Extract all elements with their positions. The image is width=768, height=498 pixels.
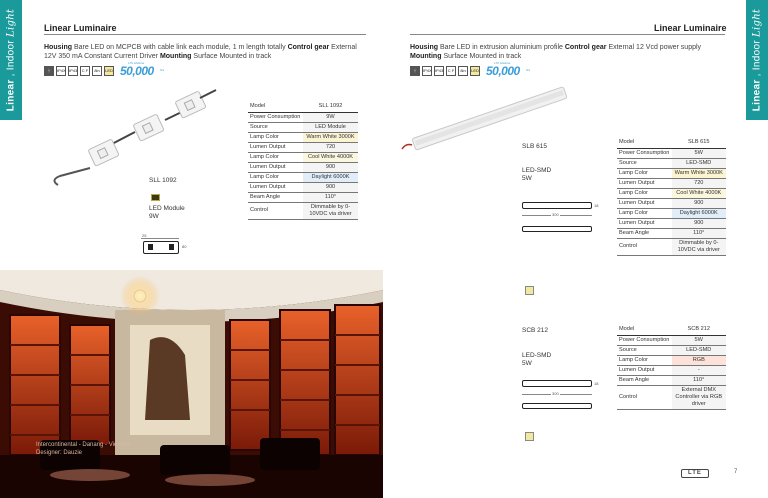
spec-key: Lumen Output [617, 198, 672, 208]
spec-row [617, 238, 726, 255]
cert-icon: C F [80, 66, 90, 76]
slb-drawing-top [522, 202, 592, 209]
spec-row [617, 228, 726, 238]
spec-key: Beam Angle [617, 375, 672, 385]
spec-row [617, 198, 726, 208]
dimension-label: 300 [552, 391, 559, 396]
spec-row [248, 162, 358, 172]
spec-key: Lamp Color [617, 168, 672, 178]
dimension-side-label: 80 [182, 244, 187, 249]
led-swatch-icon [525, 432, 534, 441]
spec-value: 720 [303, 142, 358, 152]
spec-key: Control [248, 202, 303, 219]
spec-key: Lamp Color [617, 208, 672, 218]
spec-key: Beam Angle [617, 228, 672, 238]
spec-row [617, 365, 726, 375]
module-drawing [143, 241, 179, 254]
product-desc-scb: LED-SMD 5W [522, 352, 552, 367]
spec-key: Model [617, 325, 672, 335]
divider [44, 34, 366, 35]
spec-table-scb [617, 325, 726, 410]
product-desc-left: LED Module 9W [149, 205, 185, 220]
feature-icons-left [44, 61, 166, 78]
spec-value: Dimmable by 0-10VDC via driver [672, 238, 727, 255]
led-chip-icon [151, 194, 160, 201]
spec-value: LED-SMD [672, 345, 727, 355]
spec-value: 900 [303, 182, 358, 192]
dimension-label: 25 [142, 233, 147, 238]
ground-icon: ⏚ [44, 66, 54, 76]
spec-value: 110° [672, 375, 727, 385]
feature-icons-right [410, 61, 532, 78]
ip-rating-icon: IP4X [56, 66, 66, 76]
spec-key: Model [617, 138, 672, 148]
spec-value: Warm White 3000K [672, 168, 727, 178]
spec-key: Lamp Color [248, 132, 303, 142]
spec-key: Lamp Color [617, 188, 672, 198]
ip-rating-icon: IP4X [422, 66, 432, 76]
spec-value: 900 [303, 162, 358, 172]
led-module-illustration [40, 80, 220, 200]
installation-photo [0, 270, 383, 498]
dimension-label: 300 [552, 212, 559, 217]
spec-row [248, 152, 358, 162]
spec-key: Lamp Color [248, 172, 303, 182]
spec-key: Source [617, 345, 672, 355]
spec-value: External DMX Controller via RGB driver [672, 385, 727, 409]
brand-logo: LTE [681, 469, 709, 478]
side-tab-right: Linear , Indoor Light [746, 0, 768, 120]
spec-value: Daylight 6000K [672, 208, 727, 218]
spec-key: Lamp Color [617, 355, 672, 365]
spec-row [617, 345, 726, 355]
product-name-scb: SCB 212 [522, 327, 549, 334]
product-name-left: SLL 1092 [149, 177, 177, 184]
spec-value: Cool White 4000K [672, 188, 727, 198]
spec-value: 9W [303, 112, 358, 122]
spec-value: Warm White 3000K [303, 132, 358, 142]
cert-icon: C F [446, 66, 456, 76]
spec-key: Lamp Color [248, 152, 303, 162]
scb-drawing-side [522, 403, 592, 409]
description-left: Housing Bare LED on MCPCB with cable link each module, 1 m length totally Control gear External 12V 350 mA Constant Current Driver Mounting Surface Mounted in track [44, 44, 357, 60]
spec-row [617, 335, 726, 345]
description-right: Housing Bare LED in extrusion aluminium profile Control gear External 12 Vcd power supply Mounting Surface Mounted in track [410, 44, 702, 60]
lifetime-badge: L70 Lifetime 50,000 hrs [120, 61, 165, 78]
spec-row [248, 142, 358, 152]
ground-icon: ⏚ [410, 66, 420, 76]
page-number: 7 [734, 469, 738, 475]
spec-key: Lumen Output [248, 142, 303, 152]
spec-row [617, 158, 726, 168]
spec-value: SLB 615 [672, 138, 727, 148]
spec-value: LED-SMD [672, 158, 727, 168]
spec-key: Power Consumption [248, 112, 303, 122]
scb-drawing-top [522, 380, 592, 387]
spec-row [617, 168, 726, 178]
led-swatch-icon [525, 286, 534, 295]
spec-key: Lumen Output [617, 365, 672, 375]
spec-row [617, 178, 726, 188]
dimension-line [141, 238, 179, 239]
spec-row [617, 325, 726, 335]
spec-row [248, 102, 358, 112]
divider [410, 34, 725, 35]
ip-rating-icon: IP43 [68, 66, 78, 76]
spec-value: 110° [303, 192, 358, 202]
dimension-side-label: 18 [594, 381, 599, 386]
ip-rating-icon: IP43 [434, 66, 444, 76]
spec-value: 5W [672, 148, 727, 158]
spec-row [617, 188, 726, 198]
page-title-left: Linear Luminaire [44, 23, 117, 33]
spec-row [248, 182, 358, 192]
spec-row [617, 148, 726, 158]
page-title-right: Linear Luminaire [654, 23, 727, 33]
led-icon: LED [104, 66, 114, 76]
spec-value: 900 [672, 218, 727, 228]
spec-row [617, 355, 726, 365]
spec-row [248, 172, 358, 182]
spec-row [617, 375, 726, 385]
lifetime-badge: L70 Lifetime 50,000 hrs [486, 61, 531, 78]
spec-row [617, 218, 726, 228]
spec-key: Lumen Output [617, 218, 672, 228]
spec-key: Beam Angle [248, 192, 303, 202]
product-desc-slb: LED-SMD 5W [522, 167, 552, 182]
spec-row [248, 112, 358, 122]
size-icon: 8in [92, 66, 102, 76]
spec-key: Lumen Output [248, 182, 303, 192]
spec-row [617, 385, 726, 409]
spec-value: Daylight 6000K [303, 172, 358, 182]
spec-value: RGB [672, 355, 727, 365]
spec-value: Dimmable by 0-10VDC via driver [303, 202, 358, 219]
spec-value: 110° [672, 228, 727, 238]
spec-row [248, 132, 358, 142]
spec-row [617, 208, 726, 218]
spec-row [617, 138, 726, 148]
led-icon: LED [470, 66, 480, 76]
spec-key: Model [248, 102, 303, 112]
restaurant-interior-image [0, 270, 383, 498]
spec-value: - [672, 365, 727, 375]
spec-key: Control [617, 238, 672, 255]
spec-value: 720 [672, 178, 727, 188]
spec-key: Power Consumption [617, 148, 672, 158]
spec-table-slb [617, 138, 726, 256]
spec-key: Source [248, 122, 303, 132]
side-tab-left: Linear , Indoor Light [0, 0, 22, 120]
spec-key: Lumen Output [248, 162, 303, 172]
spec-value: 5W [672, 335, 727, 345]
product-name-slb: SLB 615 [522, 143, 547, 150]
spec-key: Control [617, 385, 672, 409]
spec-key: Power Consumption [617, 335, 672, 345]
spec-value: Cool White 4000K [303, 152, 358, 162]
dimension-side-label: 18 [594, 203, 599, 208]
spec-value: SLL 1092 [303, 102, 358, 112]
spec-key: Lumen Output [617, 178, 672, 188]
size-icon: 8in [458, 66, 468, 76]
spec-row [248, 192, 358, 202]
spec-key: Source [617, 158, 672, 168]
spec-row [248, 122, 358, 132]
spec-value: LED Module [303, 122, 358, 132]
slb-drawing-side [522, 226, 592, 232]
spec-value: SCB 212 [672, 325, 727, 335]
spec-row [248, 202, 358, 219]
photo-caption: Intercontinental - Danang - Vietnam Designer: Dauzie [36, 442, 131, 456]
spec-table-left [248, 102, 358, 220]
spec-value: 900 [672, 198, 727, 208]
